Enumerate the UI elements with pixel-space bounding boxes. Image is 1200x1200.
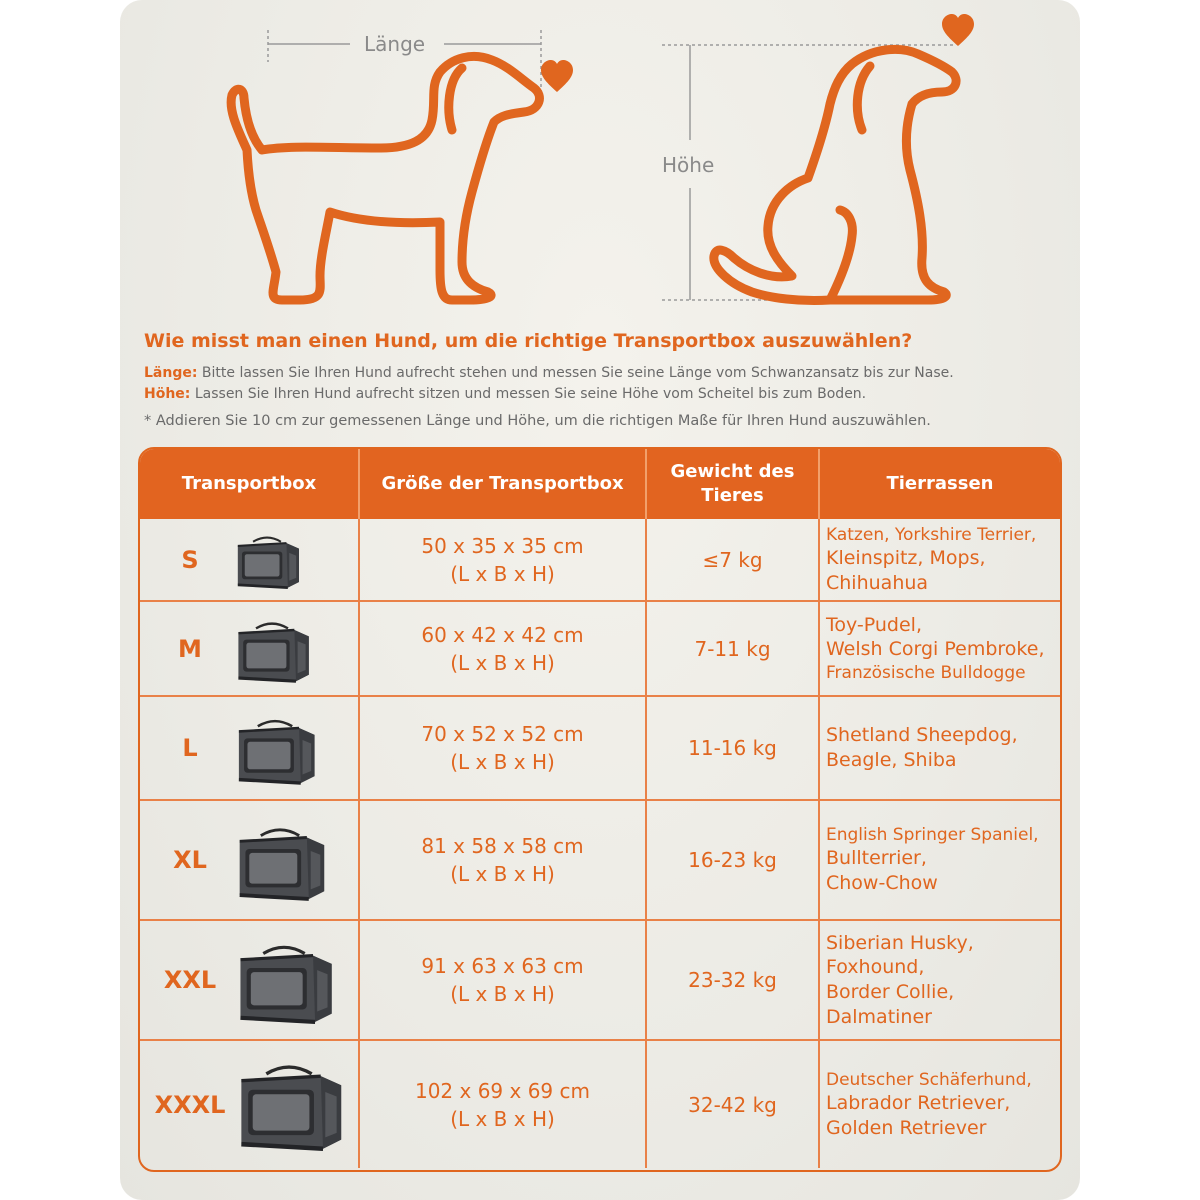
box-cell bbox=[140, 519, 360, 600]
breed-line: Französische Bulldogge bbox=[826, 663, 1026, 684]
header-breeds: Tierrassen bbox=[886, 472, 994, 494]
breed-line: Foxhound, bbox=[826, 956, 925, 979]
breed-line: Bullterrier, bbox=[826, 847, 927, 870]
dimension-value: 70 x 52 x 52 cm bbox=[421, 722, 584, 746]
weight-cell: 32-42 kg bbox=[647, 1041, 820, 1168]
standing-dog-ear-icon bbox=[449, 68, 462, 130]
headline: Wie misst man einen Hund, um die richtige Transportbox auszuwählen? bbox=[144, 330, 913, 352]
breed-line: Katzen, Yorkshire Terrier, bbox=[826, 524, 1037, 545]
dimension-cell bbox=[360, 519, 647, 600]
breed-line: Border Collie, bbox=[826, 981, 955, 1003]
dimension-unit: (L x B x H) bbox=[450, 982, 555, 1006]
length-label: Länge bbox=[364, 32, 426, 56]
breed-line: Welsh Corgi Pembroke, bbox=[826, 638, 1045, 661]
dimension-cell bbox=[360, 801, 647, 919]
table-row bbox=[140, 697, 1060, 801]
weight-cell: 16-23 kg bbox=[647, 801, 820, 919]
breeds-cell bbox=[820, 801, 1060, 919]
breed-line: English Springer Spaniel, bbox=[826, 825, 1039, 846]
height-text: Lassen Sie Ihren Hund aufrecht sitzen und messen Sie seine Höhe vom Scheitel bis zum Boden. bbox=[190, 386, 867, 402]
weight-cell: 23-32 kg bbox=[647, 921, 820, 1039]
table-row bbox=[140, 921, 1060, 1041]
header-size: Größe der Transportbox bbox=[360, 449, 647, 519]
pet-carrier-icon bbox=[232, 617, 312, 683]
dimension-value: 102 x 69 x 69 cm bbox=[414, 1078, 590, 1103]
size-letter: XXXL bbox=[154, 1090, 226, 1119]
dimension-value: 81 x 58 x 58 cm bbox=[421, 834, 584, 858]
box-cell bbox=[140, 1041, 360, 1168]
height-label: Höhe bbox=[662, 153, 715, 177]
height-note bbox=[144, 386, 866, 402]
table-row bbox=[140, 801, 1060, 921]
height-term: Höhe: bbox=[144, 386, 191, 402]
size-letter: XL bbox=[173, 846, 207, 874]
dog-measurement-illustration bbox=[0, 0, 1200, 320]
dimension-unit: (L x B x H) bbox=[450, 650, 555, 675]
table-body bbox=[140, 519, 1060, 1168]
dimension-value: 50 x 35 x 35 cm bbox=[421, 533, 584, 558]
length-text: Bitte lassen Sie Ihren Hund aufrecht stehen und messen Sie seine Länge vom Schwanzansatz bis zur Nase. bbox=[197, 365, 954, 381]
weight-cell: 11-16 kg bbox=[647, 697, 820, 799]
table-row bbox=[140, 1041, 1060, 1168]
length-term: Länge: bbox=[144, 365, 198, 381]
breeds-cell bbox=[820, 697, 1060, 799]
dimension-unit: (L x B x H) bbox=[450, 1106, 555, 1131]
table-row bbox=[140, 602, 1060, 697]
dimension-cell bbox=[360, 1041, 647, 1168]
table-header bbox=[140, 449, 1060, 519]
breeds-cell bbox=[820, 519, 1060, 600]
breed-line: Toy-Pudel, bbox=[826, 613, 923, 636]
dimension-cell bbox=[360, 602, 647, 695]
heart-icon-right bbox=[942, 14, 974, 46]
dimension-value: 60 x 42 x 42 cm bbox=[421, 622, 584, 647]
pet-carrier-icon bbox=[232, 714, 318, 785]
weight-cell: ≤7 kg bbox=[647, 519, 820, 600]
breed-line: Deutscher Schäferhund, bbox=[826, 1069, 1032, 1090]
breed-line: Chow-Chow bbox=[826, 872, 938, 895]
dimension-cell bbox=[360, 697, 647, 799]
box-cell bbox=[140, 697, 360, 799]
box-cell bbox=[140, 921, 360, 1039]
dimension-unit: (L x B x H) bbox=[450, 561, 555, 586]
length-note bbox=[144, 365, 954, 381]
breeds-cell bbox=[820, 921, 1060, 1039]
breeds-cell bbox=[820, 602, 1060, 695]
size-letter: L bbox=[182, 734, 198, 762]
sitting-dog-ear-icon bbox=[857, 66, 870, 130]
dimension-cell bbox=[360, 921, 647, 1039]
breed-line: Labrador Retriever, bbox=[826, 1091, 1011, 1114]
size-letter: M bbox=[178, 634, 202, 663]
breeds-cell bbox=[820, 1041, 1060, 1168]
breed-line: Chihuahua bbox=[826, 571, 929, 594]
tip-note: * Addieren Sie 10 cm zur gemessenen Länge und Höhe, um die richtigen Maße für Ihren Hund auszuwählen. bbox=[144, 413, 931, 429]
size-table bbox=[138, 447, 1062, 1172]
header-weight bbox=[647, 449, 820, 519]
breed-line: Golden Retriever bbox=[826, 1116, 987, 1139]
pet-carrier-icon bbox=[232, 939, 336, 1024]
dimension-unit: (L x B x H) bbox=[450, 750, 555, 774]
heart-icon-left bbox=[541, 60, 573, 92]
sitting-dog-icon bbox=[714, 49, 956, 300]
dimension-value: 91 x 63 x 63 cm bbox=[421, 954, 584, 978]
table-row bbox=[140, 519, 1060, 602]
size-letter: S bbox=[181, 545, 199, 574]
sitting-dog-leg-icon bbox=[830, 210, 852, 300]
box-cell bbox=[140, 801, 360, 919]
header-weight-line-1: Gewicht des bbox=[670, 460, 795, 482]
standing-dog-icon bbox=[231, 56, 539, 300]
breed-line: Siberian Husky, bbox=[826, 931, 974, 954]
pet-carrier-icon bbox=[232, 1058, 346, 1151]
breed-line: Shetland Sheepdog, bbox=[826, 724, 1018, 747]
pet-carrier-icon bbox=[232, 532, 302, 589]
breed-line: Dalmatiner bbox=[826, 1005, 932, 1028]
header-weight-line-2: Tieres bbox=[701, 485, 764, 506]
breed-line: Beagle, Shiba bbox=[826, 749, 957, 771]
pet-carrier-icon bbox=[232, 822, 328, 901]
breed-line: Kleinspitz, Mops, bbox=[826, 546, 986, 569]
box-cell bbox=[140, 602, 360, 695]
weight-cell: 7-11 kg bbox=[647, 602, 820, 695]
dimension-unit: (L x B x H) bbox=[450, 862, 555, 886]
size-letter: XXL bbox=[163, 966, 217, 994]
header-box: Transportbox bbox=[140, 449, 360, 519]
